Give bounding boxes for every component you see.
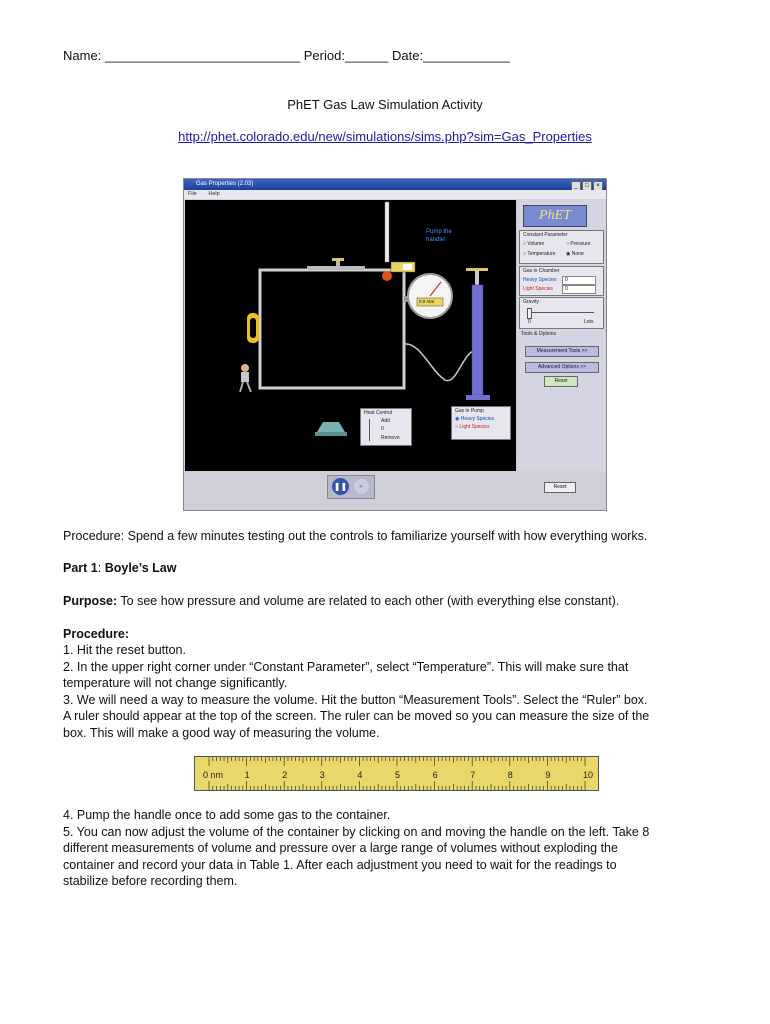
heater-icon [317,422,345,432]
minimize-icon[interactable]: _ [571,181,581,191]
gravity-slider[interactable] [528,312,594,313]
pause-icon[interactable]: ❚❚ [332,478,349,495]
tools-heading: Tools & Options [521,331,557,337]
ruler-label: 3 [319,770,325,780]
name-blank[interactable]: ___________________________ [104,48,301,63]
period-label: Period: [303,48,345,63]
heavy-species-spinner[interactable]: 0 [562,276,596,285]
ruler-label: 10 [583,770,594,780]
constant-parameter-box: Constant Parameter ○ Volume ○ Pressure ○ Temperature ◉ None [519,230,604,264]
step-icon[interactable]: ▸ [354,479,369,494]
period-blank[interactable]: ______ [344,48,389,63]
purpose-line: Purpose: To see how pressure and volume are related to each other (with everything else constant). [63,594,620,608]
menu-help[interactable]: Help [208,191,220,197]
heat-zero: 0 [381,426,384,432]
ruler-label: 8 [507,770,513,780]
ruler-ticks [195,757,598,790]
light-species-spinner[interactable]: 0 [562,285,596,294]
step-line: 3. We will need a way to measure the volume. Hit the button “Measurement Tools”. Select the “Ruler” box. [63,692,648,707]
student-info-line [63,48,510,65]
step-line: A ruler should appear at the top of the screen. The ruler can be moved so you can measure the size of the [63,709,650,723]
steps-block-a [63,642,649,741]
gas-pump-box: Gas in Pump ◉ Heavy Species ○ Light Species [451,406,511,440]
ruler-label: 0 nm [203,770,224,780]
simulation-link[interactable]: http://phet.colorado.edu/new/simulations/sims.php?sim=Gas_Properties [178,129,592,144]
reset-button[interactable]: Reset [544,376,578,387]
heat-remove[interactable]: Remove [381,435,400,441]
container-lid [307,266,365,270]
steps-block-b [63,807,649,890]
step-line: 4. Pump the handle once to add some gas to the container. [63,808,391,822]
control-panel [517,200,605,471]
radio-none[interactable]: ◉ None [566,251,584,257]
measurement-tools-button[interactable]: Measurement Tools >> [525,346,599,357]
simulation-screenshot [183,178,607,511]
ruler-label: 4 [357,770,363,780]
page-title: PhET Gas Law Simulation Activity [287,97,483,112]
step-line: container and record your data in Table 1. After each adjustment you need to wait for the readings to [63,857,617,872]
step-line: 2. In the upper right corner under “Constant Parameter”, select “Temperature”. This will make sure that [63,659,629,674]
step-line: temperature will not change significantly. [63,676,288,690]
radio-temperature[interactable]: ○ Temperature [523,251,556,257]
date-label: Date: [391,48,424,63]
ruler-label: 6 [432,770,438,780]
gravity-box: Gravity 0 Lots [519,297,604,329]
maximize-icon[interactable]: □ [582,181,592,191]
ruler-label: 1 [244,770,250,780]
advanced-options-button[interactable]: Advanced Options >> [525,362,599,373]
gravity-slider-thumb[interactable] [527,308,532,319]
phet-logo: PhET [523,205,587,227]
gauge-readout: 0.0 Atm [419,299,435,304]
thermometer [385,202,389,262]
thermometer-bulb [382,271,392,281]
sim-bottom-bar [184,472,606,510]
step-line: 5. You can now adjust the volume of the container by clicking on and moving the handle on the left. Take 8 [63,824,650,839]
heavy-species-label: Heavy Species [523,277,557,283]
gas-container [260,270,404,388]
procedure-heading: Procedure: [63,627,129,641]
ruler-image [194,756,599,791]
step-line: stabilize before recording them. [63,874,238,888]
ruler-label: 5 [395,770,401,780]
gas-in-chamber-box: Gas in Chamber Heavy Species 0 Light Species 0 [519,266,604,296]
part1-heading: Part 1: Boyle’s Law [63,561,177,575]
pump-handle [466,268,488,271]
sim-titlebar [184,179,606,190]
date-blank[interactable]: ____________ [423,48,510,63]
heat-add[interactable]: Add [381,418,390,424]
ruler-label: 9 [545,770,551,780]
sim-canvas [185,200,516,471]
step-line: 1. Hit the reset button. [63,643,186,657]
reset-bottom-button[interactable]: Reset [544,482,576,493]
ruler-label: 7 [470,770,476,780]
pump-heavy-radio[interactable]: ◉ Heavy Species [455,416,495,422]
step-line: box. This will make a good way of measuring the volume. [63,725,380,740]
menu-file[interactable]: File [188,191,197,197]
pump-hint: Pump the handle! [426,229,452,243]
procedure-intro: Procedure: Spend a few minutes testing out the controls to familiarize yourself with how everything works. [63,529,648,543]
sim-window-title: Gas Properties (2.03) [196,181,254,187]
sim-menubar [184,190,606,199]
close-icon[interactable]: × [593,181,603,191]
light-species-label: Light Species [523,286,554,292]
name-label: Name: [63,48,102,63]
radio-pressure[interactable]: ○ Pressure [566,241,591,247]
pump-cylinder [472,285,483,395]
heat-control-box: Heat Control Add 0 Remove [360,408,412,446]
playback-controls [327,475,375,499]
person-figure [241,364,249,372]
step-line: different measurements of volume and pressure over a large range of volumes without exploding the [63,841,618,855]
ruler-label: 2 [282,770,288,780]
pump-light-radio[interactable]: ○ Light Species [455,424,490,430]
heat-slider[interactable] [369,419,370,441]
radio-volume[interactable]: ○ Volume [523,241,545,247]
